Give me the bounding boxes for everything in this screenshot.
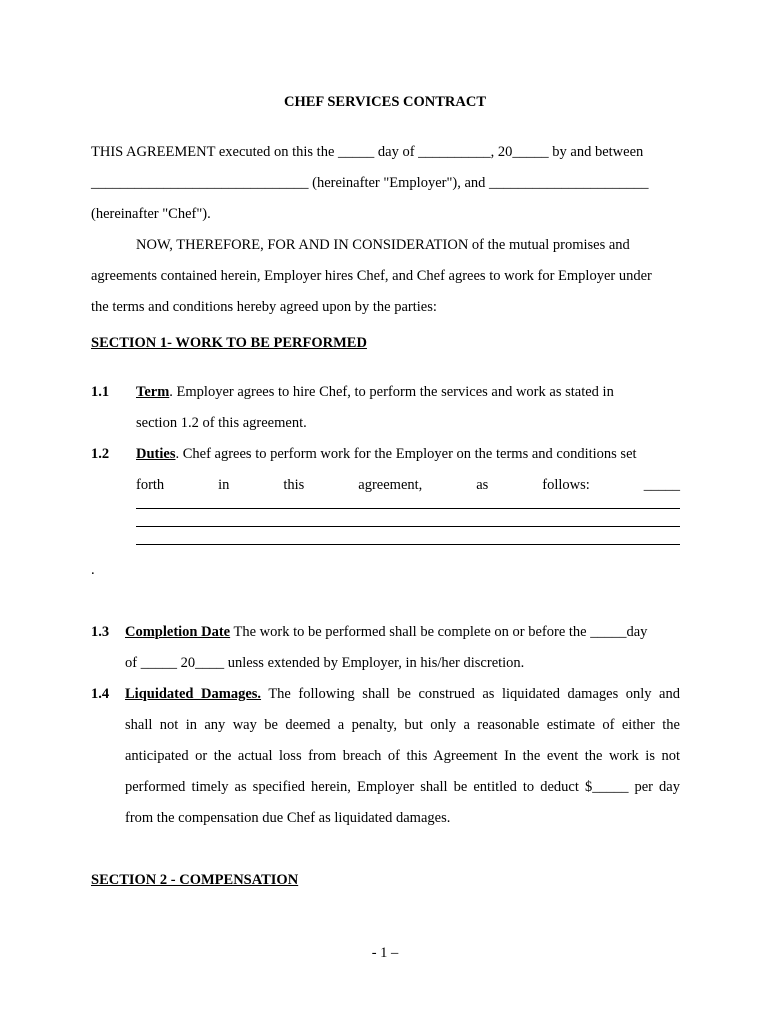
consideration-line-3: the terms and conditions hereby agreed upon by the parties: (91, 299, 437, 315)
duties-blank-line-1 (136, 508, 680, 509)
section-2-heading: SECTION 2 - COMPENSATION (91, 872, 299, 888)
employer-name-blank: ______________________________ (91, 175, 309, 191)
document-title: CHEF SERVICES CONTRACT (284, 94, 486, 110)
clause-1-1-label: Term (136, 384, 170, 400)
consideration-line-2: agreements contained herein, Employer hires Chef, and Chef agrees to work for Employer under (91, 268, 652, 284)
page-number: - 1 – (371, 945, 399, 961)
clause-1-1-line-2: section 1.2 of this agreement. (136, 415, 307, 431)
intro-line-2 (91, 175, 649, 192)
clause-1-2-line-1 (136, 446, 637, 463)
clause-1-4-number: 1.4 (91, 686, 110, 702)
clause-1-3-number: 1.3 (91, 624, 110, 640)
clause-1-3-line-1 (125, 624, 647, 641)
clause-1-4-text: The following shall be construed as liquidated damages only and (261, 686, 680, 702)
clause-1-4-line-3: anticipated or the actual loss from breach of this Agreement In the event the work is not (125, 748, 680, 764)
clause-1-3-line-2: of _____ 20____ unless extended by Employer, in his/her discretion. (125, 655, 525, 671)
clause-1-4-line-1 (125, 686, 680, 703)
clause-1-4-line-2: shall not in any way be deemed a penalty, but only a reasonable estimate of either the (125, 717, 680, 733)
clause-1-1-text: . Employer agrees to hire Chef, to perform the services and work as stated in (169, 384, 614, 400)
clause-1-2-label: Duties (136, 446, 176, 462)
clause-1-4-label: Liquidated Damages. (125, 686, 262, 702)
clause-1-1-line-1 (136, 384, 614, 401)
clause-1-2-line-2: forth in this agreement, as follows: _____ (136, 477, 680, 493)
clause-1-4-line-4: performed timely as specified herein, Employer shall be entitled to deduct $_____ per day (125, 779, 680, 795)
intro-line-1: THIS AGREEMENT executed on this the _____ day of __________, 20_____ by and between (91, 144, 644, 160)
clause-1-3-text: The work to be performed shall be complete on or before the _____day (230, 624, 648, 640)
duties-blank-line-3 (136, 544, 680, 545)
clause-1-1-number: 1.1 (91, 384, 110, 400)
duties-trailing-period: . (91, 562, 95, 578)
clause-1-2-text: . Chef agrees to perform work for the Employer on the terms and conditions set (175, 446, 637, 462)
clause-1-2-number: 1.2 (91, 446, 110, 462)
consideration-line-1: NOW, THEREFORE, FOR AND IN CONSIDERATION of the mutual promises and (136, 237, 630, 253)
chef-name-blank: ______________________ (489, 175, 649, 191)
intro-line-3: (hereinafter "Chef"). (91, 206, 211, 222)
section-1-heading: SECTION 1- WORK TO BE PERFORMED (91, 335, 367, 351)
clause-1-3-label: Completion Date (125, 624, 231, 640)
duties-blank-line-2 (136, 526, 680, 527)
clause-1-4-line-5: from the compensation due Chef as liquidated damages. (125, 810, 451, 826)
employer-designation: (hereinafter "Employer"), and (308, 175, 490, 191)
